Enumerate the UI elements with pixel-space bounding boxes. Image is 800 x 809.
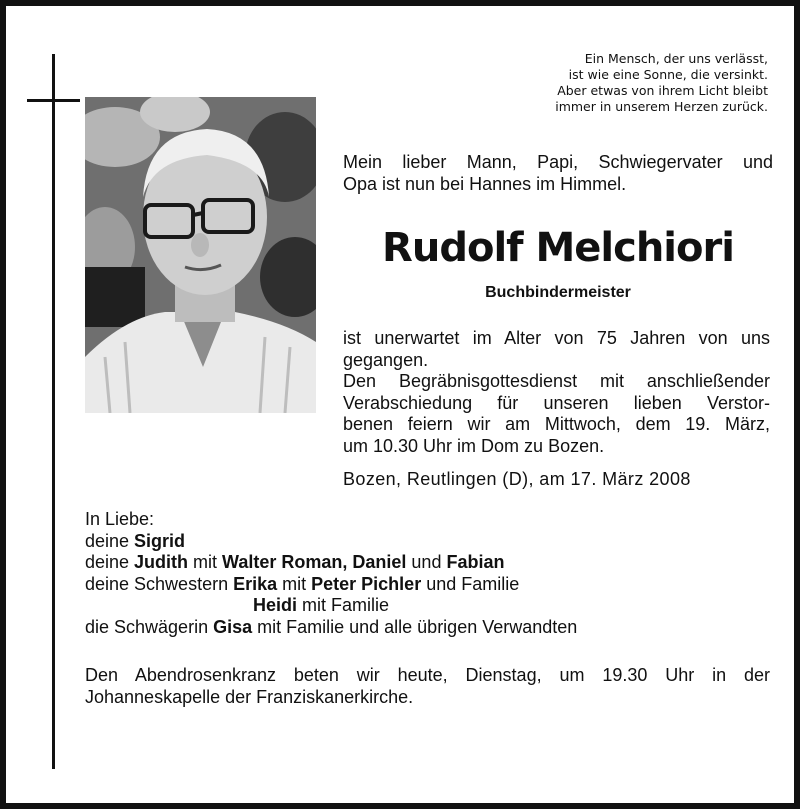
family-line: deine Schwestern Erika mit Peter Pichler und Familie	[85, 573, 520, 594]
place-and-date: Bozen, Reutlingen (D), am 17. März 2008	[343, 469, 691, 489]
quote-line: Ein Mensch, der uns verlässt,	[584, 51, 768, 66]
memorial-quote	[518, 51, 768, 115]
notice-line: ist unerwartet im Alter von 75 Jahren von uns	[343, 328, 770, 348]
portrait-photo	[85, 97, 316, 413]
cross-icon-bar	[27, 99, 80, 102]
rosary-line: Johanneskapelle der Franziskanerkirche.	[85, 687, 414, 707]
family-list	[85, 509, 685, 638]
cross-icon	[52, 54, 55, 769]
portrait-illustration	[85, 97, 316, 413]
quote-line: ist wie eine Sonne, die versinkt.	[568, 67, 768, 82]
intro-text	[343, 151, 773, 195]
deceased-profession: Buchbindermeister	[485, 284, 631, 301]
family-line: Heidi mit Familie	[253, 595, 390, 615]
family-line: die Schwägerin Gisa mit Familie und alle übrigen Verwandten	[85, 616, 578, 637]
quote-line: immer in unserem Herzen zurück.	[555, 99, 768, 114]
notice-line: benen feiern wir am Mittwoch, dem 19. März,	[343, 414, 770, 434]
notice-line: gegangen.	[343, 349, 429, 370]
intro-line: Opa ist nun bei Hannes im Himmel.	[343, 174, 627, 194]
family-heading: In Liebe:	[85, 509, 155, 529]
rosary-notice	[85, 664, 770, 708]
intro-line: Mein lieber Mann, Papi, Schwiegervater und	[343, 152, 773, 172]
quote-line: Aber etwas von ihrem Licht bleibt	[557, 83, 768, 98]
notice-line: Verabschiedung für unseren lieben Verstor-	[343, 392, 770, 413]
family-line: deine Judith mit Walter Roman, Daniel und Fabian	[85, 552, 505, 572]
deceased-name: Rudolf Melchiori	[382, 225, 734, 271]
family-line: deine Sigrid	[85, 530, 186, 551]
rosary-line: Den Abendrosenkranz beten wir heute, Dienstag, um 19.30 Uhr in der	[85, 665, 770, 685]
notice-line: Den Begräbnisgottesdienst mit anschließender	[343, 371, 770, 391]
notice-text	[343, 328, 770, 457]
notice-line: um 10.30 Uhr im Dom zu Bozen.	[343, 435, 605, 456]
